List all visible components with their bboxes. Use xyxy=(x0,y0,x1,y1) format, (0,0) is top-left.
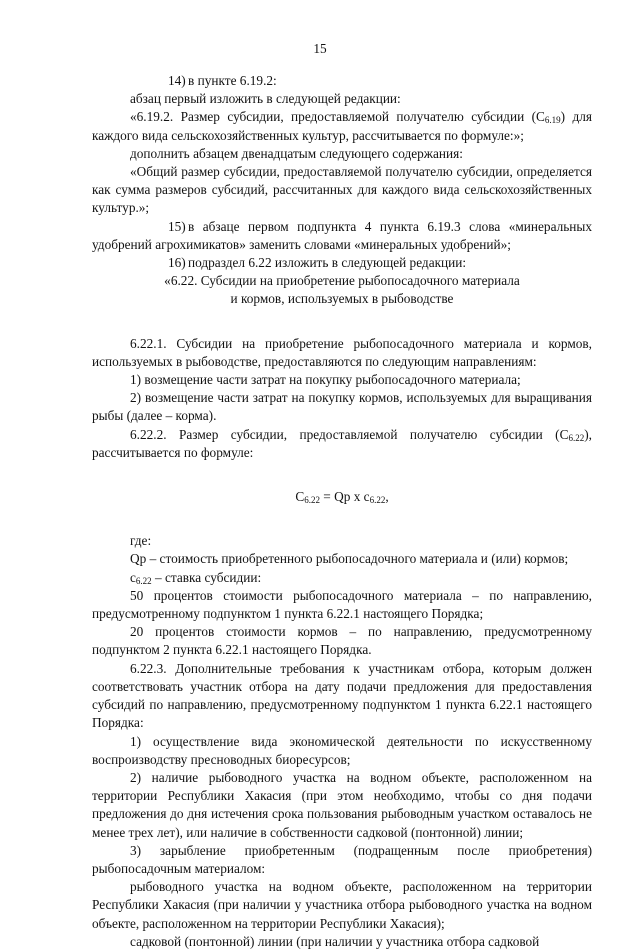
paragraph: 20 процентов стоимости кормов – по направлению, предусмотренному подпунктом 2 пункта 6.22.1 настоящего Порядка. xyxy=(92,624,592,658)
item-number: 15) xyxy=(168,218,186,234)
paragraph: дополнить абзацем двенадцатым следующего содержания: xyxy=(130,145,463,161)
item-number: 16) xyxy=(168,255,186,271)
definition-q: Qр – стоимость приобретенного рыбопосадочного материала и (или) кормов; xyxy=(130,551,569,567)
paragraph-6-22-2: 6.22.2. Размер субсидии, предоставляемой получателю субсидии $(С_{6.22})$, рассчитывается по формуле: xyxy=(92,426,592,460)
paragraph: «Общий размер субсидии, предоставляемой получателю субсидии, определяется как сумма размеров субсидий, рассчитанных для каждого вида сельскохозяйственных культур.»; xyxy=(92,164,592,216)
where-label: где: xyxy=(130,533,152,549)
section-title-line1: «6.22. Субсидии на приобретение рыбопосадочного материала xyxy=(164,273,520,289)
amendment-item-14: 14) в пункте 6.19.2: xyxy=(92,72,592,90)
amendment-item-15: 15) в абзаце первом подпункта 4 пункта 6.19.3 слова «минеральных удобрений агрохимикатов» заменить словами «минеральных удобрений»; xyxy=(92,218,592,252)
paragraph: 50 процентов стоимости рыбопосадочного материала – по направлению, предусмотренному подпунктом 1 пункта 6.22.1 настоящего Порядка; xyxy=(92,587,592,622)
page-number: 15 xyxy=(313,41,327,56)
paragraph: 2) возмещение части затрат на покупку кормов, используемых для выращивания рыбы (далее – корма). xyxy=(92,390,592,424)
section-title-line2: и кормов, используемых в рыбоводстве xyxy=(230,291,454,307)
paragraph: «6.19.2. Размер субсидии, предоставляемой получателю субсидии $(С_{6.19})$ для каждого вида сельскохозяйственных культур, рассчитывается по формуле:»; xyxy=(92,109,592,143)
definition-c: $с_{6.22}$ – ставка субсидии: xyxy=(130,569,262,586)
amendment-item-16: 16) подраздел 6.22 изложить в следующей редакции: xyxy=(92,254,592,272)
paragraph: садковой (понтонной) линии (при наличии у участника отбора садковой xyxy=(130,933,540,949)
paragraph: 6.22.1. Субсидии на приобретение рыбопосадочного материала и кормов, используемых в рыбоводстве, предоставляются по следующим направлениям: xyxy=(92,335,592,369)
document-body xyxy=(92,72,592,951)
subsidy-formula: $С_{6.22}$ = Qр х $с_{6.22}$, xyxy=(295,489,389,506)
paragraph: 3) зарыбление приобретенным (подращенным после приобретения) рыбопосадочным материалом: xyxy=(92,842,592,876)
paragraph: 1) возмещение части затрат на покупку рыбопосадочного материала; xyxy=(130,372,521,388)
item-number: 14) xyxy=(168,73,186,88)
paragraph: рыбоводного участка на водном объекте, расположенном на территории Республики Хакасия (при наличии у участника отбора рыбоводного участка на водном объекте, расположенном на территории Республики Хакасия); xyxy=(92,879,592,931)
paragraph: 2) наличие рыбоводного участка на водном объекте, расположенном на территории Республики Хакасия (при этом необходимо, чтобы со дня подачи предложения до дня истечения срока пользования рыбоводным участком оставалось не менее трех лет), или наличие в собственности садковой (понтонной) линии; xyxy=(92,769,592,840)
paragraph: 1) осуществление вида экономической деятельности по искусственному воспроизводству пресноводных биоресурсов; xyxy=(92,733,592,767)
paragraph: 6.22.3. Дополнительные требования к участникам отбора, которым должен соответствовать участник отбора на дату подачи предложения для предоставления субсидий по направлению, предусмотренному подпунктом 1 пункта 6.22.1 настоящего Порядка: xyxy=(92,660,592,731)
paragraph: абзац первый изложить в следующей редакции: xyxy=(130,91,401,107)
